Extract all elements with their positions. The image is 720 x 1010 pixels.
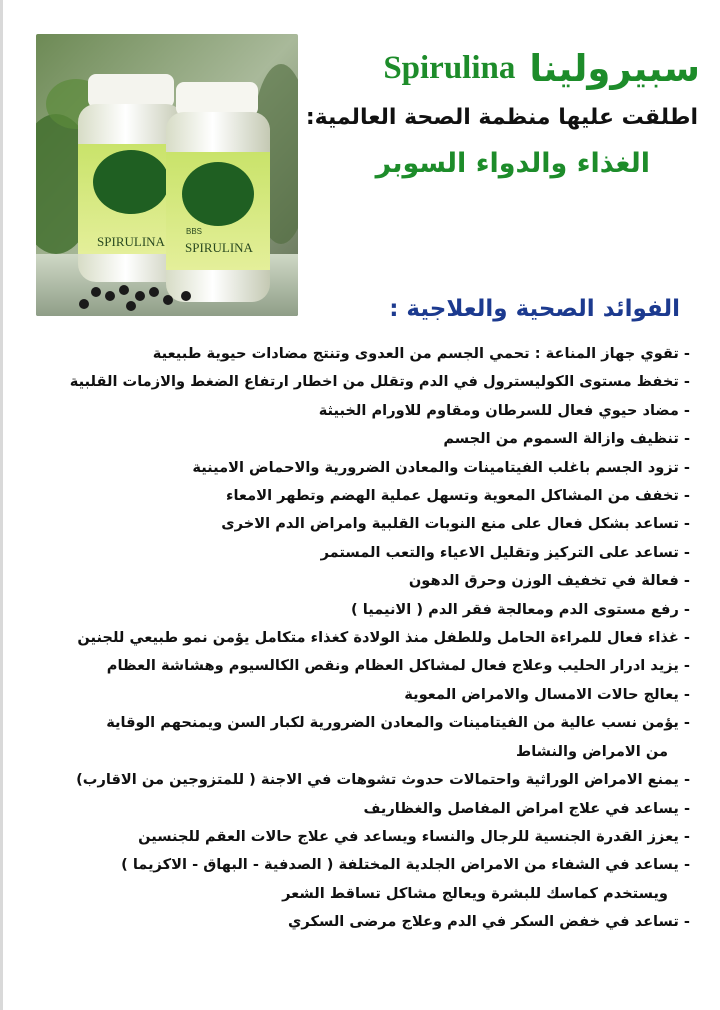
- benefit-item-continuation: من الامراض والنشاط: [516, 742, 668, 760]
- benefit-item: - تساعد بشكل فعال على منع النوبات القلبية وامراض الدم الاخرى: [221, 515, 690, 533]
- benefit-item: - رفع مستوى الدم ومعالجة فقر الدم ( الانيميا ): [351, 600, 690, 618]
- title-row: [300, 38, 700, 98]
- benefits-heading: الفوائد الصحية والعلاجية :: [389, 296, 680, 322]
- benefit-item: - يؤمن نسب عالية من الفيتامينات والمعادن الضرورية لكبار السن ويمنحهم الوقاية: [106, 714, 690, 732]
- who-subtitle: اطلقت عليها منظمة الصحة العالمية:: [305, 105, 698, 130]
- benefit-item: - تزود الجسم باغلب الفيتامينات والمعادن الضرورية والاحماض الامينية: [192, 458, 690, 476]
- benefit-item: - غذاء فعال للمراءة الحامل وللطفل منذ الولادة كغذاء متكامل يؤمن نمو طبيعي للجنين: [77, 629, 690, 647]
- benefit-item: - تنظيف وازالة السموم من الجسم: [443, 430, 690, 448]
- superfood-tagline: الغذاء والدواء السوبر: [375, 148, 650, 179]
- benefit-item: - يعالج حالات الامسال والامراض المعوية: [404, 685, 690, 703]
- benefit-item: - تساعد على التركيز وتقليل الاعياء والتعب المستمر: [320, 543, 690, 561]
- title-english: Spirulina: [383, 49, 516, 86]
- benefits-list: [6, 340, 690, 937]
- benefit-item-continuation: ويستخدم كماسك للبشرة ويعالج مشاكل تساقط الشعر: [282, 884, 668, 902]
- benefit-item: - تخفف من المشاكل المعوية وتسهل عملية الهضم وتطهر الامعاء: [225, 487, 690, 505]
- benefit-item: - فعالة في تخفيف الوزن وحرق الدهون: [408, 572, 690, 590]
- title-arabic: سبيرولينا: [529, 46, 700, 90]
- benefit-item: - يساعد في علاج امراض المفاصل والغظاريف: [363, 799, 690, 817]
- benefit-item: - مضاد حيوي فعال للسرطان ومقاوم للاورام الخبيثة: [318, 401, 690, 419]
- page-left-border: [0, 0, 3, 1010]
- benefit-item: - تخفظ مستوى الكوليسترول في الدم وتقلل من اخطار ارتفاع الضغط والازمات القلبية: [69, 373, 690, 391]
- benefit-item: - تقوي جهاز المناعة : تحمي الجسم من العدوى وتنتج مضادات حيوية طبيعية: [152, 345, 690, 362]
- bottle-label-front: SPIRULINA: [185, 240, 253, 255]
- benefit-item: - يمنع الامراض الوراثية واحتمالات حدوث تشوهات في الاجنة ( للمتزوجين من الاقارب): [76, 771, 690, 789]
- benefit-item: - يساعد في الشفاء من الامراض الجلدية المختلفة ( الصدفية - البهاق - الاكزيما ): [121, 856, 690, 874]
- benefit-item: - يعزز القدرة الجنسية للرجال والنساء ويساعد في علاج حالات العقم للجنسين: [138, 827, 690, 845]
- bottle-label-back: SPIRULINA: [97, 234, 165, 249]
- benefit-item: - تساعد في خفض السكر في الدم وعلاج مرضى السكري: [288, 913, 690, 931]
- bottle-brand: BBS: [186, 227, 203, 236]
- benefit-item: - يزيد ادرار الحليب وعلاج فعال لمشاكل العظام ونقص الكالسيوم وهشاشة العظام: [106, 657, 690, 675]
